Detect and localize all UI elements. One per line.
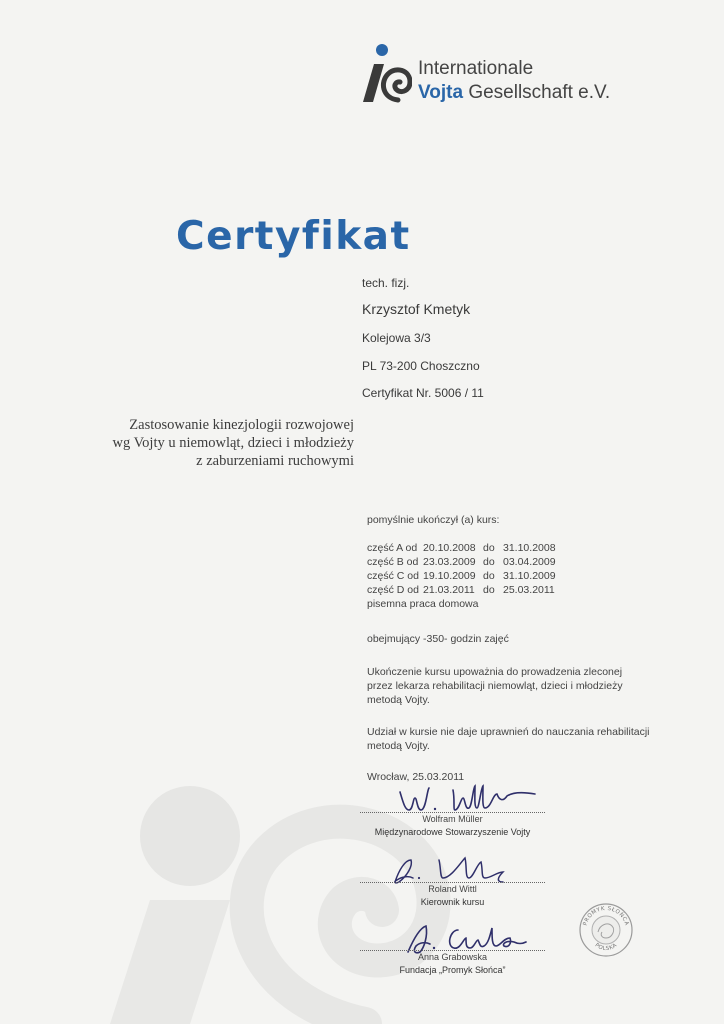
course-title-line: z zaburzeniami ruchowymi — [196, 453, 354, 469]
logo-line-2 — [418, 82, 610, 104]
signatory-block — [360, 882, 545, 907]
part-to-word: do — [483, 584, 495, 596]
part-to: 31.10.2008 — [503, 542, 556, 554]
course-part-row — [367, 541, 556, 555]
authorization-line: Ukończenie kursu upoważnia do prowadzenia zleconej — [367, 666, 623, 678]
signatory-name: Anna Grabowska — [417, 952, 488, 962]
authorization-line: metodą Vojty. — [367, 694, 430, 706]
course-part-row — [367, 569, 556, 583]
no-teaching-line: Udział w kursie nie daje uprawnień do nauczania rehabilitacji — [367, 726, 650, 738]
homework-text: pisemna praca domowa — [367, 598, 479, 610]
course-title — [34, 416, 354, 470]
part-to: 03.04.2009 — [503, 556, 556, 568]
signatory-name: Roland Wittl — [428, 884, 477, 894]
signature-line — [360, 812, 545, 813]
no-teaching-line: metodą Vojty. — [367, 740, 430, 752]
vojta-logo-icon — [360, 42, 412, 104]
course-title-line: Zastosowanie kinezjologii rozwojowej — [129, 417, 354, 433]
promyk-slonca-stamp-icon — [578, 902, 634, 958]
part-label: część C od — [367, 570, 419, 582]
part-to-word: do — [483, 570, 495, 582]
signature-line — [360, 882, 545, 883]
signatory-block — [360, 950, 545, 975]
signatory-role: Kierownik kursu — [420, 897, 485, 907]
logo-line-2-rest: Gesellschaft e.V. — [463, 82, 611, 103]
place-date: Wrocław, 25.03.2011 — [367, 771, 465, 783]
part-from: 19.10.2009 — [423, 570, 476, 582]
logo-line-1: Internationale — [418, 58, 534, 79]
course-parts — [367, 541, 556, 611]
course-part-row — [367, 583, 556, 597]
part-to-word: do — [483, 556, 495, 568]
part-label: część A od — [367, 542, 418, 554]
part-from: 20.10.2008 — [423, 542, 476, 554]
recipient-name: Krzysztof Kmetyk — [362, 301, 471, 317]
part-from: 23.03.2009 — [423, 556, 476, 568]
authorization-text — [367, 665, 623, 707]
part-to: 25.03.2011 — [503, 584, 555, 596]
signatory-role: Międzynarodowe Stowarzyszenie Vojty — [374, 827, 531, 837]
certificate-number: Certyfikat Nr. 5006 / 11 — [362, 386, 484, 400]
signatory-name: Wolfram Müller — [422, 814, 483, 824]
signature-line — [360, 950, 545, 951]
part-from: 21.03.2011 — [423, 584, 475, 596]
course-title-line: wg Vojty u niemowląt, dzieci i młodzieży — [112, 435, 354, 451]
signatory-block — [360, 812, 545, 837]
stamp-bottom-text: POLSKA — [593, 942, 619, 953]
organization-logo — [360, 42, 610, 104]
recipient-city: PL 73-200 Choszczno — [362, 359, 480, 373]
part-label: część B od — [367, 556, 419, 568]
logo-accent-word: Vojta — [418, 82, 464, 103]
part-label: część D od — [367, 584, 419, 596]
no-teaching-text — [367, 725, 650, 753]
hours-text: obejmujący -350- godzin zajęć — [367, 633, 509, 645]
completed-text: pomyślnie ukończył (a) kurs: — [367, 514, 500, 526]
certificate-title: Certyfikat — [176, 214, 411, 259]
signatory-role: Fundacja „Promyk Słońca” — [399, 965, 506, 975]
stamp-top-text: PROMYK SŁOŃCA — [582, 905, 630, 927]
recipient-prefix: tech. fizj. — [362, 276, 410, 290]
course-part-row — [367, 555, 556, 569]
part-to-word: do — [483, 542, 495, 554]
recipient-street: Kolejowa 3/3 — [362, 331, 431, 345]
part-to: 31.10.2009 — [503, 570, 556, 582]
authorization-line: przez lekarza rehabilitacji niemowląt, dzieci i młodzieży — [367, 680, 623, 692]
